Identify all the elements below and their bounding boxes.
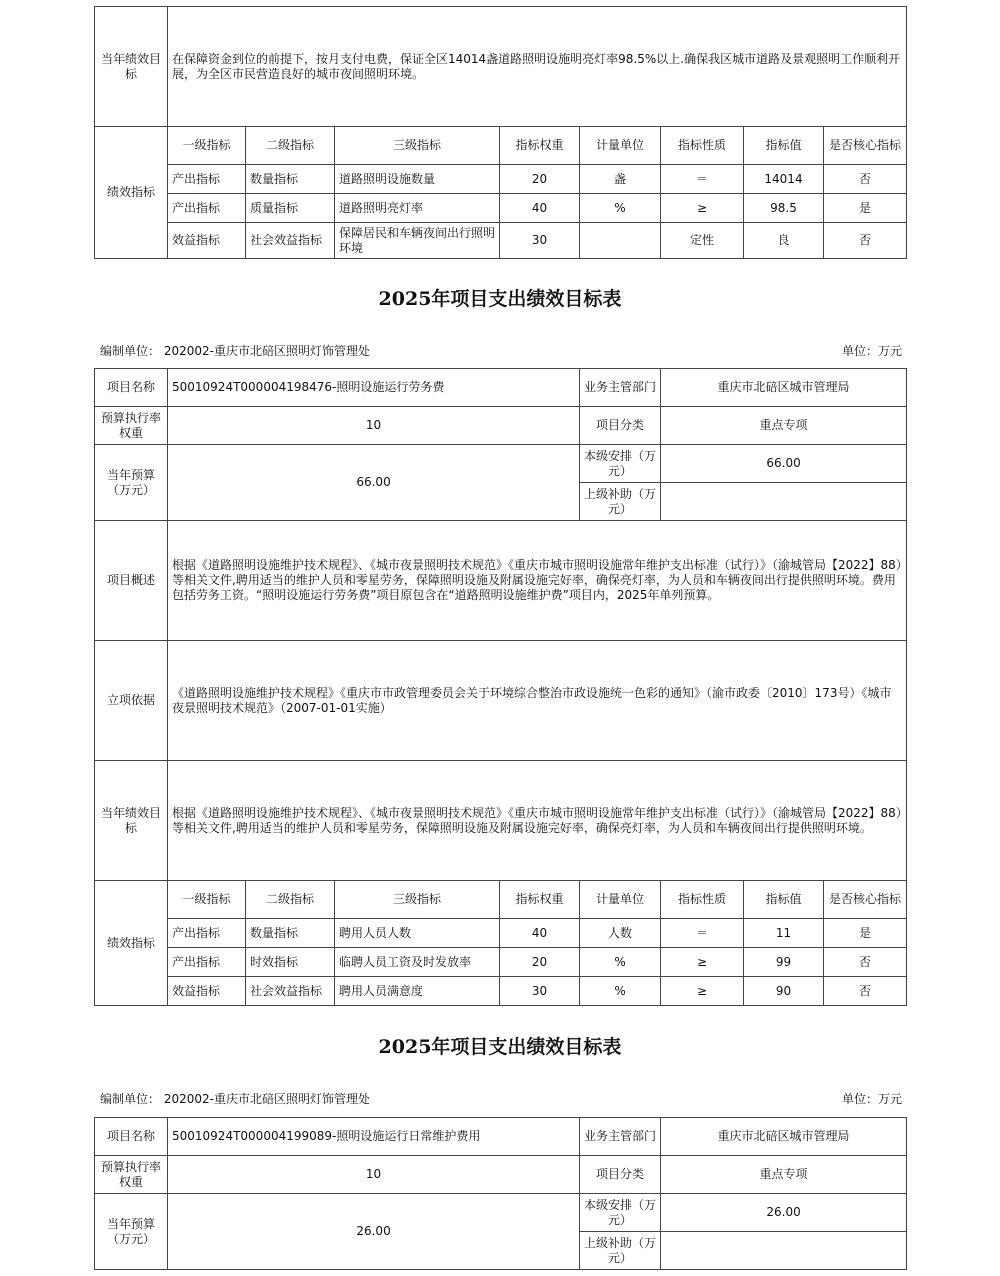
budget-label: 当年预算（万元） [95, 445, 168, 521]
cell: 30 [500, 223, 580, 259]
cell: ≥ [661, 948, 744, 977]
cell: 效益指标 [168, 977, 246, 1006]
cell: 聘用人员人数 [335, 919, 500, 948]
cell: 道路照明亮灯率 [335, 194, 500, 223]
cell: 40 [500, 919, 580, 948]
header-cell: 三级指标 [335, 127, 500, 165]
table-row [95, 194, 907, 223]
header-cell: 指标性质 [661, 127, 744, 165]
cell: 否 [824, 223, 907, 259]
table-row [95, 948, 907, 977]
weight-value: 10 [168, 407, 580, 445]
currency-unit: 单位：万元 [841, 1092, 902, 1106]
header-cell: 三级指标 [335, 881, 500, 919]
cell: 90 [744, 977, 824, 1006]
goal-label: 当年绩效目标 [95, 761, 168, 881]
cell: 定性 [661, 223, 744, 259]
cell: 产出指标 [168, 948, 246, 977]
cell: 否 [824, 165, 907, 194]
compiling-unit-value: 202002-重庆市北碚区照明灯饰管理处 [163, 344, 370, 358]
goal-label: 当年绩效目标 [95, 7, 168, 127]
header-cell: 是否核心指标 [824, 127, 907, 165]
goal-text: 根据《道路照明设施维护技术规程》、《城市夜景照明技术规范》《重庆市城市照明设施常年维护支出标准（试行）》（渝城管局【2022】88）等相关文件,聘用适当的维护人员和零星劳务，保障照明设施及附属设施完好率，确保亮灯率，为人员和车辆夜间出行提供照明环境。 [168, 761, 907, 881]
category-label: 项目分类 [580, 1156, 661, 1194]
local-label: 本级安排（万元） [580, 445, 661, 483]
cell: 质量指标 [246, 194, 335, 223]
overview-label: 项目概述 [95, 521, 168, 641]
cell: 数量指标 [246, 919, 335, 948]
cell: 40 [500, 194, 580, 223]
cell: % [580, 948, 661, 977]
cell: 30 [500, 977, 580, 1006]
budget-label: 当年预算（万元） [95, 1194, 168, 1270]
page-title: 2025年项目支出绩效目标表 [378, 1036, 622, 1058]
budget-value: 66.00 [168, 445, 580, 521]
cell: 聘用人员满意度 [335, 977, 500, 1006]
project-name: 50010924T000004199089-照明设施运行日常维护费用 [168, 1118, 580, 1156]
subsidy-label: 上级补助（万元） [580, 483, 661, 521]
header-cell: 指标权重 [500, 127, 580, 165]
overview-text: 根据《道路照明设施维护技术规程》、《城市夜景照明技术规范》《重庆市城市照明设施常年维护支出标准（试行）》（渝城管局【2022】88）等相关文件,聘用适当的维护人员和零星劳务，保障照明设施及附属设施完好率，确保亮灯率，为人员和车辆夜间出行提供照明环境。费用包括劳务工资。“照明设施运行劳务费”项目原包含在“道路照明设施维护费”项目内，2025年单列预算。 [168, 521, 907, 641]
category-label: 项目分类 [580, 407, 661, 445]
cell [580, 223, 661, 259]
cell: 20 [500, 165, 580, 194]
local-label: 本级安排（万元） [580, 1194, 661, 1232]
table-row [95, 165, 907, 194]
compiling-unit [100, 1090, 370, 1107]
header-cell: 指标值 [744, 127, 824, 165]
header-cell: 指标权重 [500, 881, 580, 919]
dept-label: 业务主管部门 [580, 1118, 661, 1156]
compiling-unit-label: 编制单位： [100, 344, 161, 358]
project-table [94, 368, 907, 1006]
dept-label: 业务主管部门 [580, 369, 661, 407]
header-cell: 是否核心指标 [824, 881, 907, 919]
project-name-label: 项目名称 [95, 369, 168, 407]
cell: % [580, 977, 661, 1006]
cell: 道路照明设施数量 [335, 165, 500, 194]
perf-label: 绩效指标 [95, 127, 168, 259]
cell: 98.5 [744, 194, 824, 223]
subsidy-value [661, 1232, 907, 1270]
header-cell: 二级指标 [246, 881, 335, 919]
project-name: 50010924T000004198476-照明设施运行劳务费 [168, 369, 580, 407]
project-table [94, 1117, 907, 1270]
goal-text: 在保障资金到位的前提下，按月支付电费，保证全区14014盏道路照明设施明亮灯率98.5%以上.确保我区城市道路及景观照明工作顺利开展，为全区市民营造良好的城市夜间照明环境。 [168, 7, 907, 127]
cell: 否 [824, 948, 907, 977]
cell: 是 [824, 194, 907, 223]
compiling-unit-value: 202002-重庆市北碚区照明灯饰管理处 [163, 1092, 370, 1106]
weight-label: 预算执行率权重 [95, 1156, 168, 1194]
local-value: 66.00 [661, 445, 907, 483]
cell: % [580, 194, 661, 223]
cell: 11 [744, 919, 824, 948]
cell: 14014 [744, 165, 824, 194]
cell: 社会效益指标 [246, 223, 335, 259]
header-cell: 一级指标 [168, 881, 246, 919]
header-cell: 指标值 [744, 881, 824, 919]
compiling-unit [100, 342, 370, 359]
cell: 盏 [580, 165, 661, 194]
category-value: 重点专项 [661, 407, 907, 445]
currency-unit: 单位：万元 [841, 344, 902, 358]
cell: 社会效益指标 [246, 977, 335, 1006]
perf-table-continued [94, 6, 907, 259]
cell: ≥ [661, 194, 744, 223]
table-row [95, 223, 907, 259]
basis-text: 《道路照明设施维护技术规程》《重庆市市政管理委员会关于环境综合整治市政设施统一色彩的通知》（渝市政委〔2010〕173号）《城市夜景照明技术规范》（2007-01-01实施） [168, 641, 907, 761]
basis-label: 立项依据 [95, 641, 168, 761]
cell: 时效指标 [246, 948, 335, 977]
category-value: 重点专项 [661, 1156, 907, 1194]
table-row [95, 977, 907, 1006]
cell: 人数 [580, 919, 661, 948]
cell: 是 [824, 919, 907, 948]
cell: ＝ [661, 165, 744, 194]
dept-value: 重庆市北碚区城市管理局 [661, 369, 907, 407]
dept-value: 重庆市北碚区城市管理局 [661, 1118, 907, 1156]
cell: 效益指标 [168, 223, 246, 259]
cell: 20 [500, 948, 580, 977]
header-cell: 计量单位 [580, 127, 661, 165]
header-cell: 二级指标 [246, 127, 335, 165]
header-cell: 一级指标 [168, 127, 246, 165]
cell: 良 [744, 223, 824, 259]
header-cell: 计量单位 [580, 881, 661, 919]
page-title: 2025年项目支出绩效目标表 [378, 288, 622, 310]
table-row [95, 919, 907, 948]
cell: ＝ [661, 919, 744, 948]
cell: ≥ [661, 977, 744, 1006]
cell: 否 [824, 977, 907, 1006]
header-cell: 指标性质 [661, 881, 744, 919]
local-value: 26.00 [661, 1194, 907, 1232]
cell: 产出指标 [168, 919, 246, 948]
weight-label: 预算执行率权重 [95, 407, 168, 445]
subsidy-label: 上级补助（万元） [580, 1232, 661, 1270]
cell: 产出指标 [168, 194, 246, 223]
cell: 保障居民和车辆夜间出行照明环境 [335, 223, 500, 259]
compiling-unit-label: 编制单位： [100, 1092, 161, 1106]
project-name-label: 项目名称 [95, 1118, 168, 1156]
cell: 数量指标 [246, 165, 335, 194]
perf-label: 绩效指标 [95, 881, 168, 1006]
subsidy-value [661, 483, 907, 521]
cell: 产出指标 [168, 165, 246, 194]
cell: 99 [744, 948, 824, 977]
budget-value: 26.00 [168, 1194, 580, 1270]
weight-value: 10 [168, 1156, 580, 1194]
cell: 临聘人员工资及时发放率 [335, 948, 500, 977]
